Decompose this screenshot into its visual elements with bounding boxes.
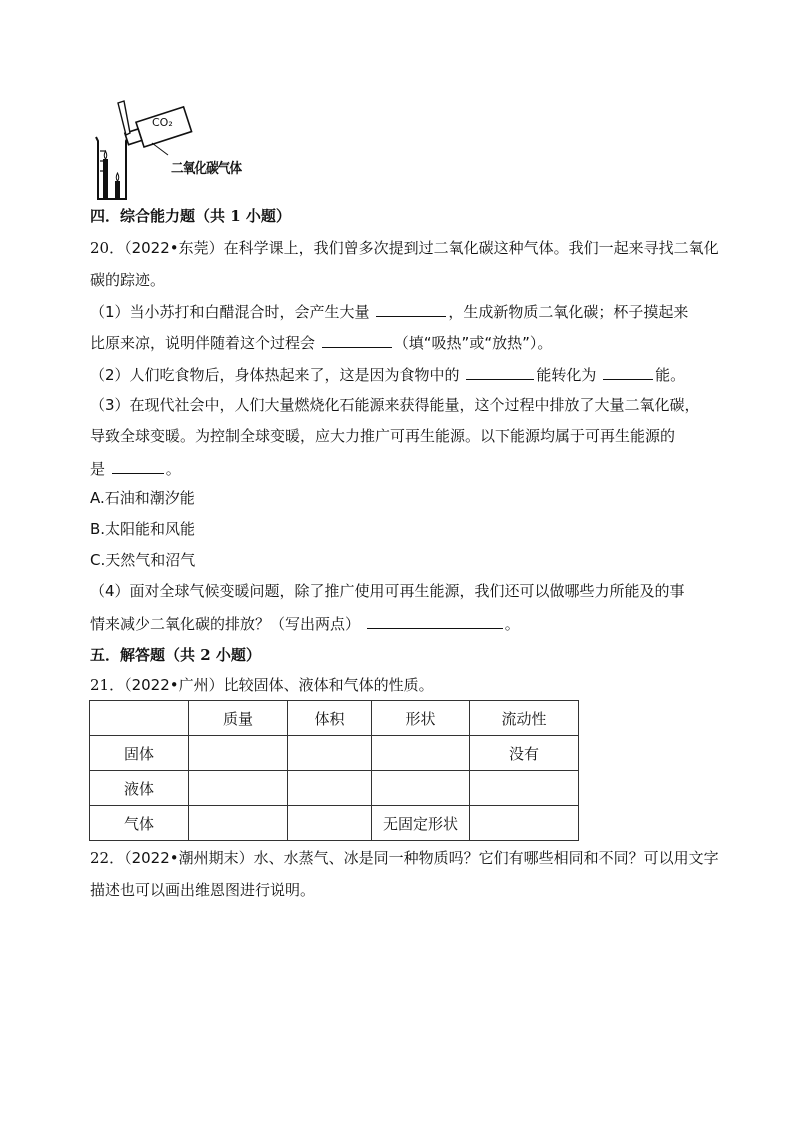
table-cell: 固体	[90, 736, 189, 771]
table-cell[interactable]	[288, 736, 372, 771]
q21-stem	[90, 675, 434, 695]
q21-source: （2022•广州）	[124, 676, 224, 694]
table-cell[interactable]	[288, 771, 372, 806]
q20-p2-text-c: 能。	[655, 366, 686, 384]
q22-source: （2022•潮州期末）	[124, 849, 254, 867]
table-cell[interactable]	[189, 771, 288, 806]
q20-blank-5[interactable]	[112, 457, 164, 474]
q20-blank-2[interactable]	[322, 331, 392, 348]
q20-p3-text-c: 是	[90, 460, 110, 478]
q20-option-c: C.天然气和沼气	[90, 551, 196, 569]
q20-part4-line2	[90, 612, 520, 634]
table-header-cell: 形状	[372, 701, 470, 736]
q22-stem-line2: 描述也可以画出维恩图进行说明。	[90, 881, 316, 899]
q20-blank-4[interactable]	[603, 363, 653, 380]
short-candle-flame	[116, 173, 119, 181]
q20-p1-text-a: （1）当小苏打和白醋混合时，会产生大量	[90, 303, 375, 321]
table-cell[interactable]	[189, 736, 288, 771]
table-cell[interactable]	[372, 736, 470, 771]
q20-p1-text-d: （填“吸热”或“放热”）。	[393, 334, 553, 352]
q22-stem-line1	[90, 848, 719, 868]
table-header-cell: 质量	[189, 701, 288, 736]
q20-p2-text-b: 能转化为	[536, 366, 602, 384]
table-row	[90, 806, 579, 841]
q20-p4-text-c: 。	[504, 615, 520, 633]
table-row	[90, 736, 579, 771]
states-comparison-table	[89, 700, 579, 841]
q20-blank-1[interactable]	[376, 300, 446, 317]
q21-number: 21．	[90, 676, 125, 694]
q20-source: （2022•东莞）	[124, 239, 224, 257]
q20-p4-text-b: 情来减少二氧化碳的排放？（写出两点）	[90, 615, 365, 633]
table-cell[interactable]	[470, 806, 579, 841]
q20-option-a: A.石油和潮汐能	[90, 489, 195, 507]
co2-experiment-figure	[90, 95, 250, 205]
table-cell[interactable]	[189, 806, 288, 841]
q20-p1-text-b: ，生成新物质二氧化碳；杯子摸起来	[448, 303, 689, 321]
bottle-lid	[118, 101, 130, 135]
table-header-cell: 流动性	[470, 701, 579, 736]
table-cell: 无固定形状	[372, 806, 470, 841]
beaker-outline	[96, 137, 128, 199]
tall-candle	[103, 159, 108, 199]
table-cell[interactable]	[372, 771, 470, 806]
q20-stem-line1	[90, 238, 719, 258]
q20-part1-line1	[90, 300, 688, 322]
q20-blank-3[interactable]	[466, 363, 534, 380]
q20-p2-text-a: （2）人们吃食物后，身体热起来了，这是因为食物中的	[90, 366, 465, 384]
table-header-cell: 体积	[288, 701, 372, 736]
q20-number: 20．	[90, 239, 125, 257]
table-header-cell	[90, 701, 189, 736]
q20-p1-text-c: 比原来凉，说明伴随着这个过程会	[90, 334, 320, 352]
q20-stem-line2: 碳的踪迹。	[90, 271, 166, 289]
section-4-title: 四．综合能力题（共 1 小题）	[90, 207, 291, 225]
short-candle	[115, 181, 120, 199]
q21-stem-text: 比较固体、液体和气体的性质。	[223, 676, 434, 694]
q20-part2	[90, 363, 685, 385]
q20-part3-line2: 导致全球变暖。为控制全球变暖，应大力推广可再生能源。以下能源均属于可再生能源的	[90, 427, 676, 445]
q22-stem-text: 水、水蒸气、冰是同一种物质吗？它们有哪些相同和不同？可以用文字	[253, 849, 719, 867]
label-pointer	[152, 143, 168, 155]
q20-blank-6[interactable]	[367, 612, 503, 629]
q22-number: 22．	[90, 849, 125, 867]
table-cell[interactable]	[288, 806, 372, 841]
q20-part4-line1: （4）面对全球气候变暖问题，除了推广使用可再生能源，我们还可以做哪些力所能及的事	[90, 582, 685, 600]
table-cell: 气体	[90, 806, 189, 841]
q20-part3-line1: （3）在现代社会中，人们大量燃烧化石能源来获得能量，这个过程中排放了大量二氧化碳，	[90, 396, 700, 414]
q20-p3-text-d: 。	[165, 460, 181, 478]
co2-label: CO₂	[152, 116, 173, 129]
table-cell: 液体	[90, 771, 189, 806]
table-row	[90, 771, 579, 806]
q20-option-b: B.太阳能和风能	[90, 520, 196, 538]
q20-stem: 在科学课上，我们曾多次提到过二氧化碳这种气体。我们一起来寻找二氧化	[223, 239, 719, 257]
q20-part3-line3	[90, 457, 181, 479]
co2-gas-label: 二氧化碳气体	[171, 161, 242, 177]
table-cell: 没有	[470, 736, 579, 771]
table-header-row	[90, 701, 579, 736]
table-cell[interactable]	[470, 771, 579, 806]
tall-candle-flame	[104, 151, 107, 159]
q20-part1-line2	[90, 331, 552, 353]
section-5-title: 五．解答题（共 2 小题）	[90, 646, 261, 664]
